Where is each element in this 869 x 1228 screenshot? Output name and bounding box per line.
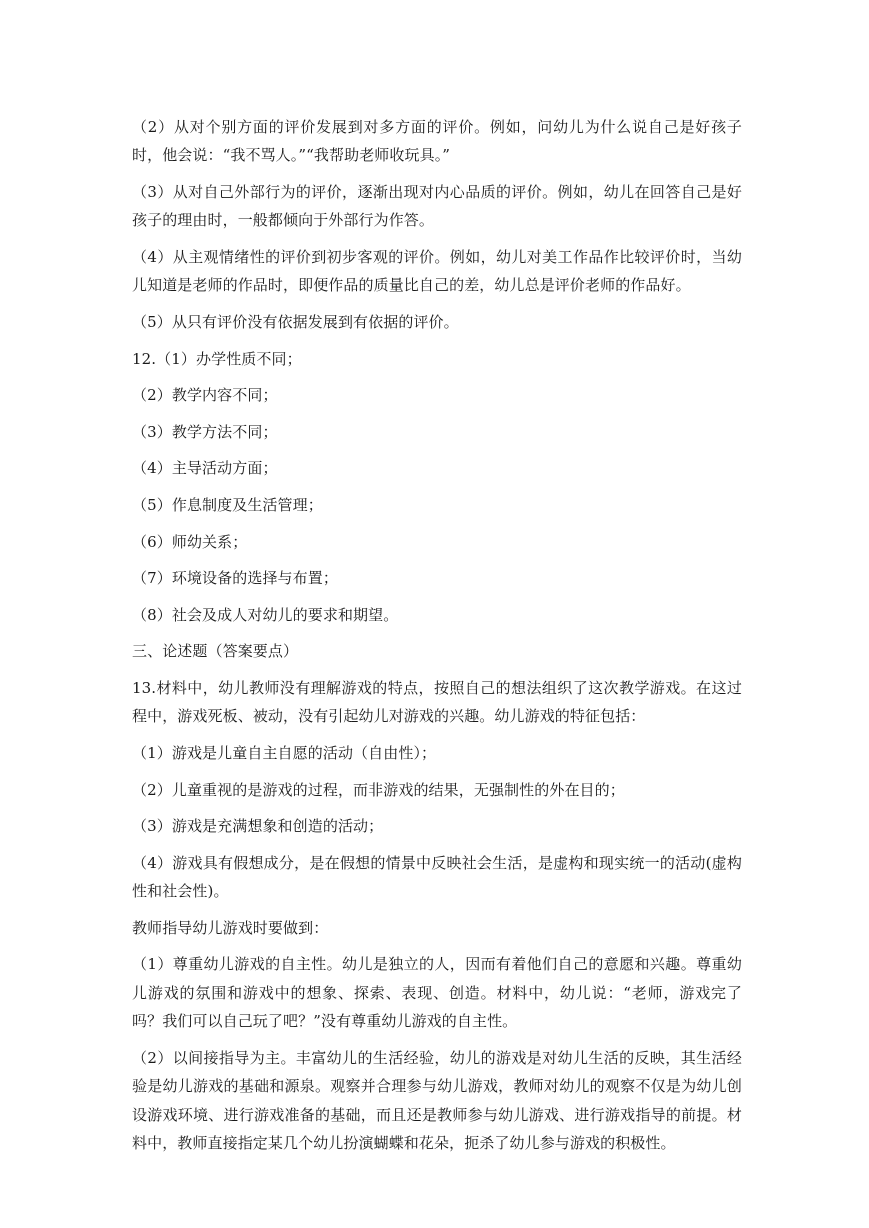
answer-12-item-3: （3）教学方法不同； [132,422,278,441]
teacher-guidance-heading: 教师指导幼儿游戏时要做到： [132,918,329,937]
paragraph-self-evaluation-4: （4）从主观情绪性的评价到初步客观的评价。例如，幼儿对美工作品作比较评价时，当幼儿知道是老师的作品时，即便作品的质量比自己的差，幼儿总是评价老师的作品好。 [132,248,742,295]
answer-12-item-2: （2）教学内容不同； [132,386,278,405]
answer-13-intro: 13.材料中，幼儿教师没有理解游戏的特点，按照自己的想法组织了这次教学游戏。在这过程中，游戏死板、被动，没有引起幼儿对游戏的兴趣。幼儿游戏的特征包括： [132,678,742,726]
teacher-guidance-1: （1）尊重幼儿游戏的自主性。幼儿是独立的人，因而有着他们自己的意愿和兴趣。尊重幼儿游戏的氛围和游戏中的想象、探索、表现、创造。材料中，幼儿说：“老师，游戏完了吗？我们可以自己玩了吧？”没有尊重幼儿游戏的自主性。 [132,955,742,1031]
answer-12-item-4: （4）主导活动方面； [132,459,278,478]
teacher-guidance-2: （2）以间接指导为主。丰富幼儿的生活经验，幼儿的游戏是对幼儿生活的反映，其生活经验是幼儿游戏的基础和源泉。观察并合理参与幼儿游戏，教师对幼儿的观察不仅是为幼儿创设游戏环境、进行游戏准备的基础，而且还是教师参与幼儿游戏、进行游戏指导的前提。材料中，教师直接指定某几个幼儿扮演蝴蝶和花朵，扼杀了幼儿参与游戏的积极性。 [132,1048,742,1152]
answer-12-item-7: （7）环境设备的选择与布置； [132,569,338,588]
document-body [132,113,742,1166]
section-heading-essay: 三、论述题（答案要点） [132,642,299,661]
game-feature-3: （3）游戏是充满想象和创造的活动； [132,817,384,836]
game-feature-1: （1）游戏是儿童自主自愿的活动（自由性）； [132,743,437,762]
paragraph-self-evaluation-5: （5）从只有评价没有依据发展到有依据的评价。 [132,313,459,331]
answer-12-item-1: 12.（1）办学性质不同； [132,349,302,368]
paragraph-self-evaluation-3: （3）从对自己外部行为的评价，逐渐出现对内心品质的评价。例如，幼儿在回答自己是好孩子的理由时，一般都倾向于外部行为作答。 [132,183,742,230]
answer-12-item-6: （6）师幼关系； [132,532,248,551]
answer-12-item-5: （5）作息制度及生活管理； [132,495,323,514]
game-feature-2: （2）儿童重视的是游戏的过程，而非游戏的结果，无强制性的外在目的； [132,780,625,799]
paragraph-self-evaluation-2: （2）从对个别方面的评价发展到对多方面的评价。例如，问幼儿为什么说自己是好孩子时，他会说：“我不骂人。”“我帮助老师收玩具。” [132,118,742,165]
game-feature-4: （4）游戏具有假想成分，是在假想的情景中反映社会生活，是虚构和现实统一的活动(虚构性和社会性)。 [132,853,742,901]
answer-12-item-8: （8）社会及成人对幼儿的要求和期望。 [132,605,399,624]
